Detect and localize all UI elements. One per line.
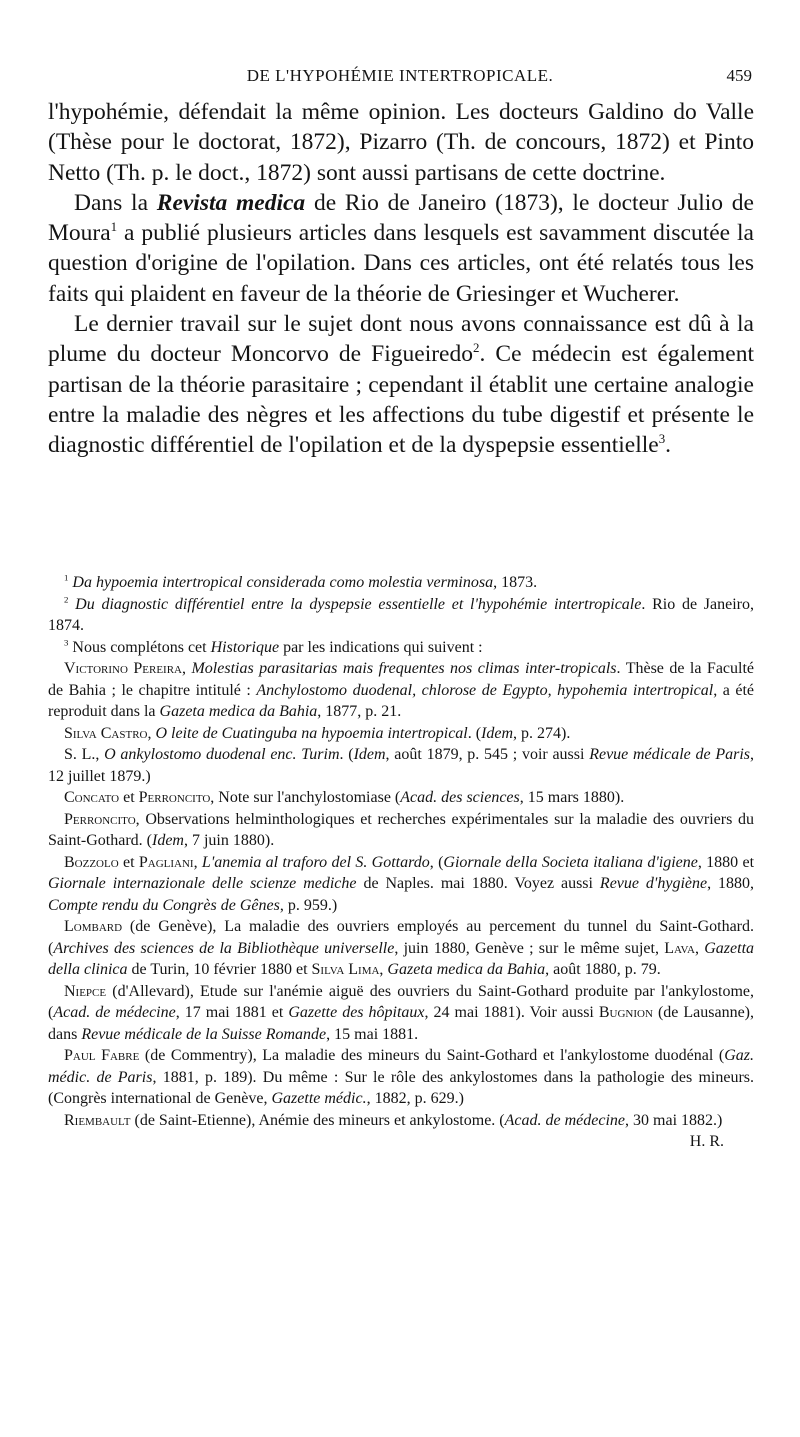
author: Perroncito [138,789,211,806]
text-span: , p. 274). [513,724,571,742]
reference-entry [48,852,754,917]
text-span: , 1882, p. 629.) [366,1090,464,1107]
reference-entry [48,981,754,1046]
paragraph-2 [48,188,754,309]
journal-title: Revista medica [156,189,306,216]
text-span: par les indications qui suivent : [279,638,483,656]
text-span: , 15 mai 1881. [326,1025,419,1043]
text-span: , [182,660,192,677]
cited-journal: Giornale della Societa italiana d'igiene [443,853,698,871]
text-span: , [379,961,388,978]
reference-entry [48,658,754,723]
text-span: , Note sur l'anchylostomiase ( [210,789,401,806]
cited-journal: Gaz. médic. de Paris [48,1047,754,1086]
text-span: (de Commentry), La maladie des mineurs du Saint-Gothard et l'ankylostome duodénal ( [139,1047,725,1064]
text-span: , juin 1880, Genève ; sur le même sujet, [394,939,665,957]
cited-journal: Acad. de médecine [504,1111,626,1129]
text-span: . ( [339,746,354,763]
reference-entry [48,1045,754,1110]
text-span: a publié plusieurs articles dans lesquels est savamment discutée la question d'origine de l'opilation. Dans ces articles, ont été relatés tous les faits qui plaident en faveur de la théorie de Griesinger et Wucherer. [48,220,754,307]
cited-journal: Gazette médic. [271,1090,367,1107]
cited-journal: Compte rendu du Congrès de Gênes [48,896,280,914]
text-span: (de Saint-Etienne), Anémie des mineurs et ankylostome. ( [130,1111,505,1129]
text-span: de Naples. mai 1880. Voyez aussi [356,875,600,892]
text-span: , Observations helminthologiques et recherches expérimentales sur la maladie des ouvriers du Saint-Gothard. ( [48,810,754,849]
author: Lava [664,939,695,957]
text-span: , 1877, p. 21. [317,703,402,720]
text-span: , p. 959.) [279,896,338,914]
author: Silva Lima [311,961,380,978]
author: Riembault [64,1111,131,1129]
text-span: , 1880, [707,875,755,892]
author: Concato [64,789,120,806]
text-span: . Ce médecin est également partisan de la théorie parasitaire ; cependant il établit une certaine analogie entre la maladie des nègres et les affections du tube digestif et présente le diagnostic différentiel de l'opilation et de la dyspepsie essentielle [48,341,754,459]
text-span: , 12 juillet 1879.) [48,746,754,785]
author: Perroncito [64,810,136,828]
author: Pagliani [138,853,194,871]
author: Bozzolo [64,853,119,871]
cited-title: Du diagnostic différentiel entre la dyspepsie essentielle et l'hypohémie intertropicale [75,595,642,613]
text-span: (d'Allevard), Etude sur l'anémie aiguë des ouvriers du Saint-Gothard produite par l'ankylostome, ( [48,982,754,1021]
text-span: , [147,724,156,742]
reference-entry [48,787,754,809]
footnotes [48,572,754,1153]
idem: Idem [151,832,184,849]
text-span: Dans la [74,189,157,216]
text-span: , août 1879, p. 545 ; voir aussi [385,746,590,763]
text-span: . ( [467,724,482,742]
author: Silva Castro [64,724,148,742]
text-span: (de Lausanne), dans [48,1004,755,1043]
footnote-ref[interactable]: 2 [472,340,480,356]
cited-journal: Gazetta della clinica [48,939,755,978]
reference-entry [48,1110,754,1150]
text-span: , [694,939,705,957]
text-span: (de Genève), La maladie des ouvriers employés au percement du tunnel du Saint-Gothard. ( [48,918,754,957]
text-span: , 1881, p. 189). Du même : Sur le rôle des ankylostomes dans la pathologie des mineurs. (Congrès international de Genève, [48,1068,754,1107]
cited-journal: Acad. des sciences [400,789,520,806]
reference-entry [48,916,754,981]
text-span: , 17 mai 1881 et [175,1004,289,1021]
text-span: , 15 mars 1880). [519,789,625,806]
footnote-mark: 1 [64,572,69,583]
author: S. L. [64,746,96,763]
text-span: de Rio de Janeiro (1873), le docteur Julio de Moura [48,189,754,247]
running-title: DE L'HYPOHÉMIE INTERTROPICALE. [246,66,554,85]
text-span: de Turin, 10 février 1880 et [127,961,312,978]
text-span: . Thèse de la Faculté de Bahia ; le chapitre intitulé : [48,660,755,699]
cited-title: O leite de Cuatinguba na hypoemia intertropical [155,724,468,742]
paragraph-1: l'hypohémie, défendait la même opinion. Les docteurs Galdino do Valle (Thèse pour le doctorat, 1872), Pizarro (Th. de concours, 1872) et Pinto Netto (Th. p. le doct., 1872) sont aussi partisans de cette doctrine. [48,99,754,186]
text-span: et [119,789,139,806]
author-signature: H. R. [689,1133,724,1150]
text-span: . [665,432,672,459]
text-span: Nous complétons cet [72,638,211,656]
footnote-ref[interactable]: 1 [110,219,118,235]
cited-title: O ankylostomo duodenal enc. Turim [104,746,340,763]
cited-journal: Gazette des hôpitaux [288,1004,425,1021]
author: Niepce [64,982,107,1000]
cited-journal: Gazeta medica da Bahia [159,703,318,720]
page-number: 459 [726,66,752,85]
text-span: Le dernier travail sur le sujet dont nous avons connaissance est dû à la plume du docteur Moncorvo de Figueiredo [48,311,754,368]
author: Lombard [64,918,123,935]
footnote-mark: 3 [64,637,69,648]
text-span: et [118,853,139,871]
cited-journal: Gazeta medica da Bahia [387,961,546,978]
author: Victorino Pereira [64,660,182,677]
text-span: , [193,853,202,871]
cited-title: Historique [210,638,280,656]
paragraph-3 [48,309,754,460]
footnote-mark: 2 [64,594,69,605]
cited-journal: Revue d'hygiène [599,875,708,892]
footnote-2 [48,594,754,637]
cited-title: Anchylostomo duodenal, chlorose de Egypto, hypohemia intertropical [256,681,714,699]
text-span: . Rio de Janeiro, 1874. [48,595,755,634]
idem: Idem [481,724,514,742]
cited-journal: Archives des sciences de la Bibliothèque universelle [53,939,395,957]
main-text [48,97,754,461]
text-span: , 24 mai 1881). Voir aussi [424,1004,599,1021]
text-span: , août 1880, p. 79. [545,961,661,978]
cited-journal: Revue médicale de Paris [589,746,750,763]
text-span: , 30 mai 1882.) [625,1111,723,1129]
cited-title: Molestias parasitarias mais frequentes nos climas inter-tropicals [191,660,617,677]
reference-entry [48,744,754,787]
footnote-1 [48,572,754,594]
cited-title: L'anemia al traforo del S. Gottardo [201,853,430,871]
text-span: , 1880 et [697,853,755,871]
reference-entry [48,723,754,745]
cited-title: Da hypoemia intertropical considerada como molestia verminosa [72,574,494,591]
text-span: , [95,746,105,763]
text-span: , ( [429,853,444,871]
cited-journal: Acad. de médecine [53,1004,176,1021]
reference-entry [48,809,754,852]
footnote-ref[interactable]: 3 [658,431,666,447]
footnote-3 [48,637,754,659]
cited-journal: Giornale internazionale delle scienze mediche [48,875,357,892]
idem: Idem [353,746,386,763]
author: Paul Fabre [64,1047,140,1064]
text-span: , 1873. [493,574,538,591]
text-span: , 7 juin 1880). [183,832,275,849]
author: Bugnion [598,1004,653,1021]
cited-journal: Revue médicale de la Suisse Romande [81,1025,327,1043]
running-header [48,62,752,92]
text-span: , a été reproduit dans la [48,681,754,720]
